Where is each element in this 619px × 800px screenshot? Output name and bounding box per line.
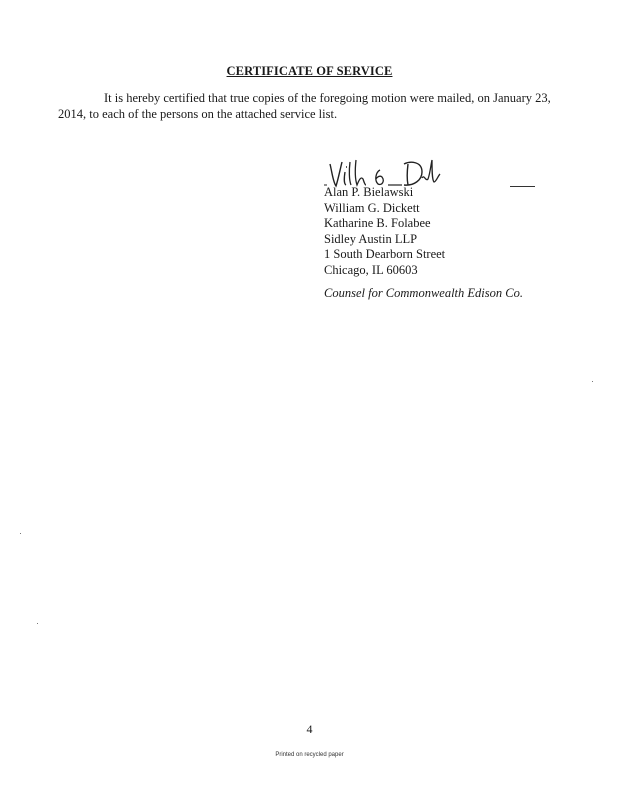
- counsel-line: Counsel for Commonwealth Edison Co.: [324, 286, 523, 300]
- footer-note: Printed on recycled paper: [275, 752, 344, 758]
- signer-name-1: Alan P. Bielawski: [324, 185, 414, 199]
- scan-speck: [592, 381, 593, 382]
- certification-paragraph: [58, 91, 558, 122]
- certification-line-1: It is hereby certified that true copies of the foregoing motion were mailed, on January 23,: [104, 91, 551, 105]
- scan-speck: [37, 623, 38, 624]
- signature-rule: [510, 186, 535, 187]
- signer-name-2: William G. Dickett: [324, 200, 420, 215]
- certificate-title: CERTIFICATE OF SERVICE: [226, 64, 393, 78]
- signer-block: [324, 185, 445, 279]
- signer-name-3: Katharine B. Folabee: [324, 216, 431, 231]
- certification-line-2: 2014, to each of the persons on the attached service list.: [58, 106, 338, 121]
- scan-speck: [20, 533, 21, 534]
- page-number: 4: [306, 722, 313, 736]
- firm-name: Sidley Austin LLP: [324, 231, 418, 246]
- firm-city: Chicago, IL 60603: [324, 262, 418, 277]
- firm-street: 1 South Dearborn Street: [324, 247, 446, 262]
